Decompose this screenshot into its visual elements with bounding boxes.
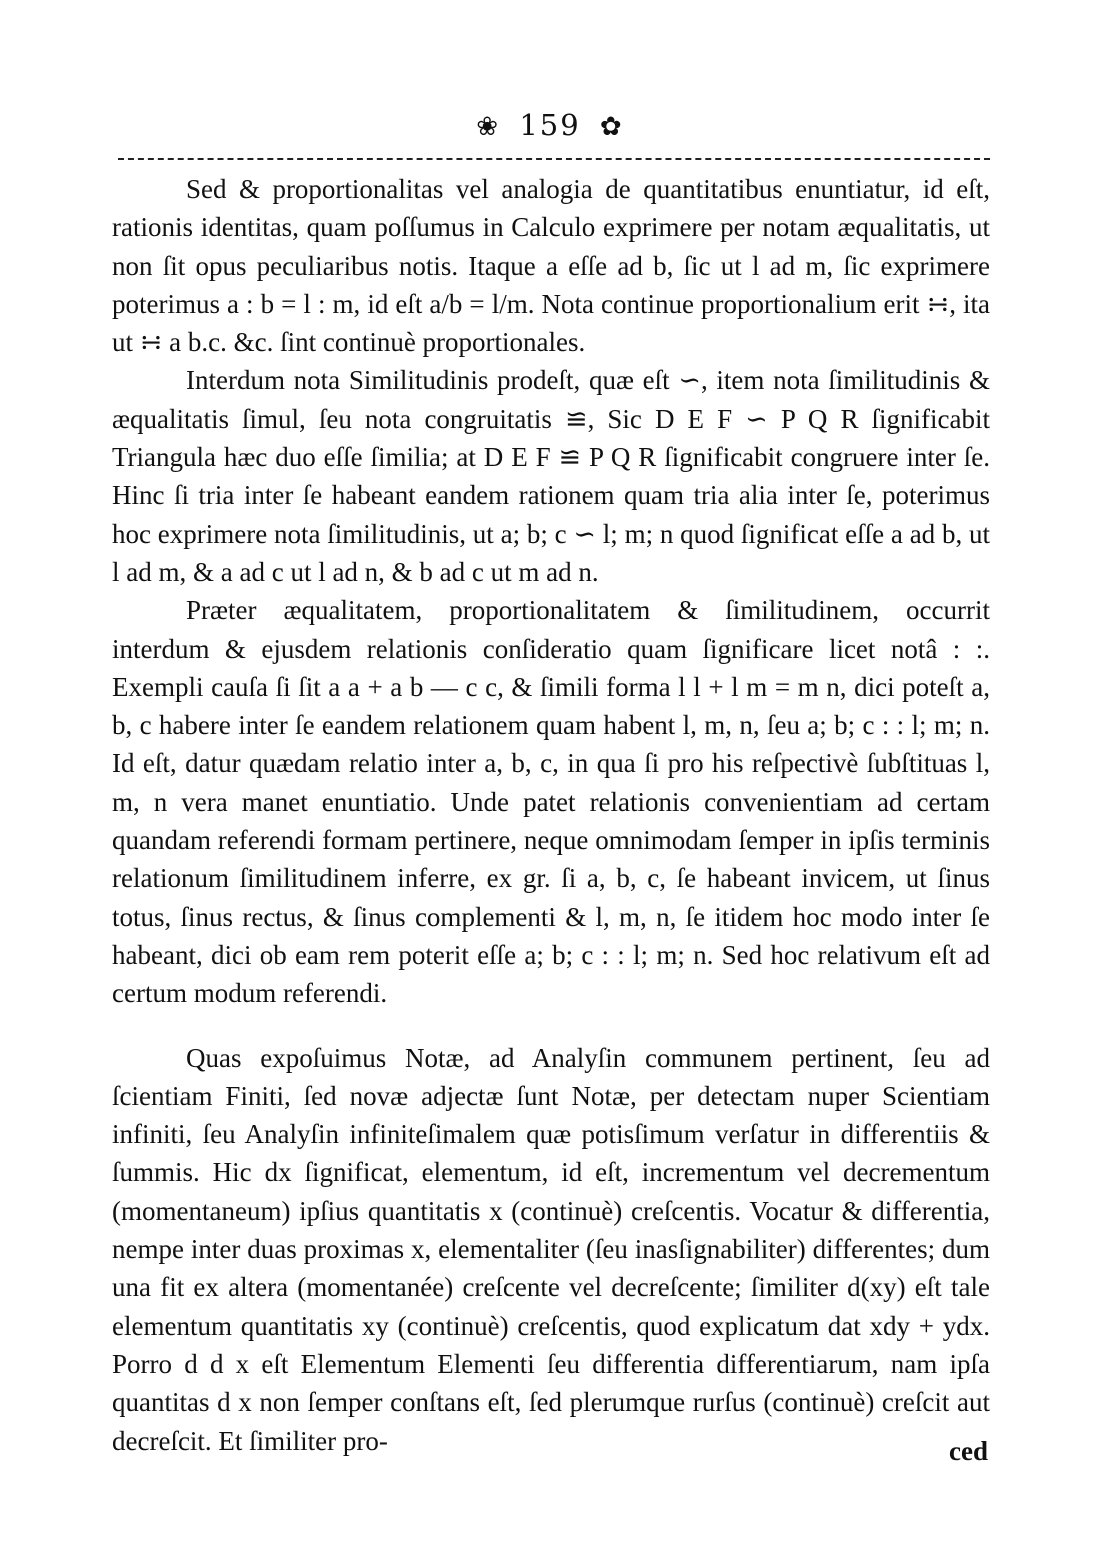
page-number: 159 — [519, 108, 581, 142]
catchword: ced — [949, 1436, 988, 1466]
header-rule — [118, 158, 990, 160]
paragraph: Interdum nota Similitudinis prodeſt, quæ eſt ∽, item nota ſimilitudinis & æqualitatis ſimul, ſeu nota congruitatis ≌, Sic D E F ∽ P Q R ſignificabit Triangula hæc duo eſſe ſimilia; at D E F ≌ P Q R ſignificabit congruere inter ſe. Hinc ſi tria inter ſe habeant eandem rationem quam tria alia inter ſe, poterimus hoc exprimere nota ſimilitudinis, ut a; b; c ∽ l; m; n quod ſignificat eſſe a ad b, ut l ad m, & a ad c ut l ad n, & b ad c ut m ad n. — [112, 365, 990, 587]
body-text — [112, 170, 990, 1460]
flower-ornament-icon: ❀ — [476, 112, 501, 142]
page-header — [0, 108, 1100, 142]
paragraph: Quas expoſuimus Notæ, ad Analyſin communem pertinent, ſeu ad ſcientiam Finiti, ſed novæ adjectæ ſunt Notæ, per detectam nuper Scientiam infiniti, ſeu Analyſin infiniteſimalem quæ potisſimum verſatur in differentiis & ſummis. Hic dx ſignificat, elementum, id eſt, incrementum vel decrementum (momentaneum) ipſius quantitatis x (continuè) creſcentis. Vocatur & differentia, nempe inter duas proximas x, elementaliter (ſeu inasſignabiliter) differentes; dum una fit ex altera (momentanée) creſcente vel decreſcente; ſimiliter d(xy) eſt tale elementum quantitatis xy (continuè) creſcentis, quod explicatum dat xdy + ydx. Porro d d x eſt Elementum Elementi ſeu differentia differentiarum, nam ipſa quantitas d x non ſemper conſtans eſt, ſed plerumque rurſus (continuè) creſcit aut decreſcit. Et ſimiliter pro- — [112, 1042, 990, 1456]
flower-ornament-icon: ✿ — [599, 112, 624, 142]
paragraph: Sed & proportionalitas vel analogia de quantitatibus enuntiatur, id eſt, rationis identitas, quam poſſumus in Calculo exprimere per notam æqualitatis, ut non ſit opus peculiaribus notis. Itaque a eſſe ad b, ſic ut l ad m, ſic exprimere poterimus a : b = l : m, id eſt a/b = l/m. Nota continue proportionalium erit ∺, ita ut ∺ a b.c. &c. ſint continuè proportionales. — [112, 174, 990, 358]
paragraph: Præter æqualitatem, proportionalitatem & ſimilitudinem, occurrit interdum & ejusdem relationis conſideratio quam ſignificare licet notâ : :. Exempli cauſa ſi ſit a a + a b — c c, & ſimili forma l l + l m = m n, dici poteſt a, b, c habere inter ſe eandem relationem quam habent l, m, n, ſeu a; b; c : : l; m; n. Id eſt, datur quædam relatio inter a, b, c, in qua ſi pro his reſpectivè ſubſtituas l, m, n vera manet enuntiatio. Unde patet relationis convenientiam ad certam quandam referendi formam pertinere, neque omnimodam ſemper in ipſis terminis relationum ſimilitudinem inferre, ex gr. ſi a, b, c, ſe habeant invicem, ut ſinus totus, ſinus rectus, & ſinus complementi & l, m, n, ſe itidem hoc modo inter ſe habeant, dici ob eam rem poterit eſſe a; b; c : : l; m; n. Sed hoc relativum eſt ad certum modum referendi. — [112, 595, 990, 1009]
